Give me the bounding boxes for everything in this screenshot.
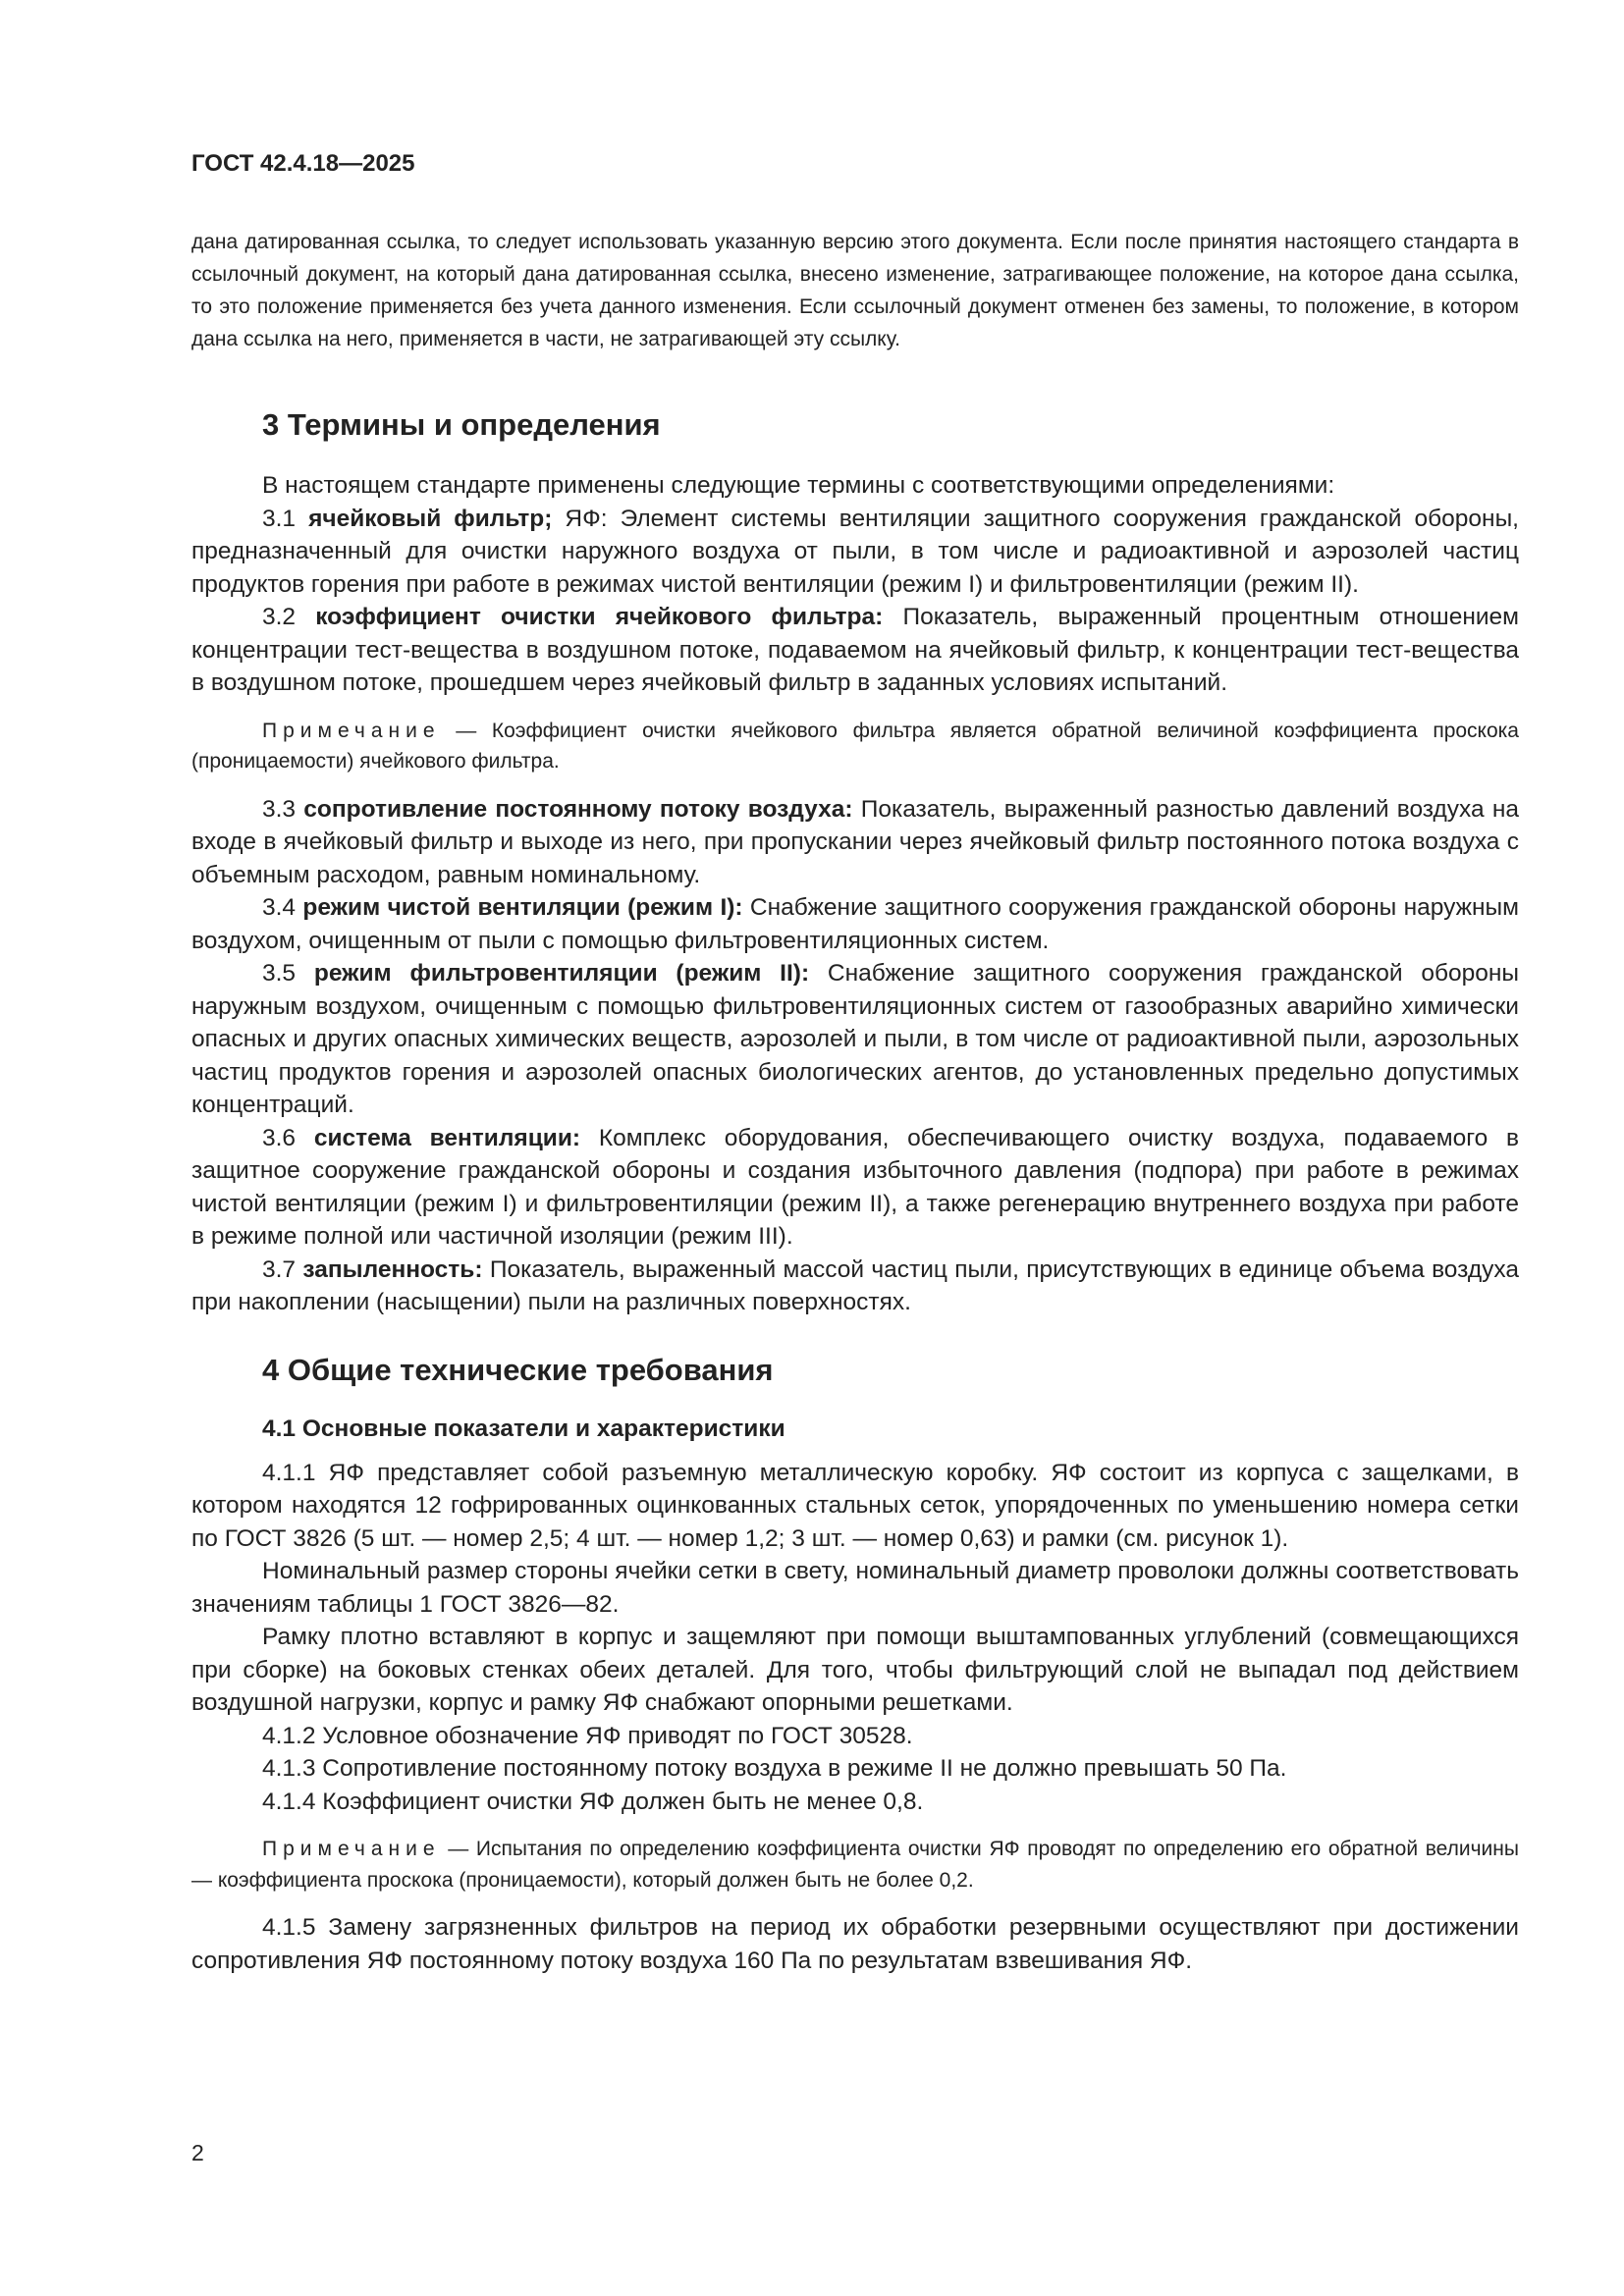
document-body xyxy=(191,407,1519,1977)
term-number: 3.7 xyxy=(262,1255,297,1283)
term-name: ячейковый фильтр; xyxy=(308,505,553,532)
subsection-4-1-heading: 4.1 Основные показатели и характеристики xyxy=(262,1415,785,1442)
document-header: ГОСТ 42.4.18—2025 xyxy=(191,150,415,177)
paragraph-4-1-4: 4.1.4 Коэффициент очистки ЯФ должен быть не менее 0,8. xyxy=(262,1788,924,1815)
note-3-2 xyxy=(191,716,1519,777)
paragraph-4-1-5: 4.1.5 Замену загрязненных фильтров на период их обработки резервными осуществляют при достижении сопротивления ЯФ постоянному потоку воздуха 160 Па по результатам взвешивания ЯФ. xyxy=(191,1914,1519,1974)
term-number: 3.6 xyxy=(262,1124,297,1151)
term-number: 3.3 xyxy=(262,795,297,823)
term-name: режим фильтровентиляции (режим II): xyxy=(313,960,810,987)
paragraph-4-1-1-size: Номинальный размер стороны ячейки сетки в свету, номинальный диаметр проволоки должны соответствовать значениям таблицы 1 ГОСТ 3826—82. xyxy=(191,1558,1519,1618)
term-name: сопротивление постоянному потоку воздуха: xyxy=(303,795,853,823)
term-3-6 xyxy=(191,1122,1519,1254)
term-3-5 xyxy=(191,957,1519,1122)
section-3-heading: 3 Термины и определения xyxy=(262,407,661,442)
term-3-3 xyxy=(191,793,1519,892)
note-label: Примечание xyxy=(262,719,441,742)
term-number: 3.4 xyxy=(262,894,297,921)
term-3-2 xyxy=(191,601,1519,700)
note-text: — Коэффициент очистки ячейкового фильтра является обратной величиной коэффициента проскока (проницаемости) ячейкового фильтра. xyxy=(191,719,1519,773)
paragraph-4-1-1: 4.1.1 ЯФ представляет собой разъемную металлическую коробку. ЯФ состоит из корпуса с защелками, в котором находятся 12 гофрированных оцинкованных стальных сеток, упорядоченных по уменьшению номера сетки по ГОСТ 3826 (5 шт. — номер 2,5; 4 шт. — номер 1,2; 3 шт. — номер 0,63) и рамки (см. рисунок 1). xyxy=(191,1459,1519,1552)
term-definition: Снабжение защитного сооружения гражданской обороны наружным воздухом, очищенным от пыли с помощью фильтровентиляционных систем. xyxy=(191,894,1519,954)
term-3-1 xyxy=(191,503,1519,602)
term-name: коэффициент очистки ячейкового фильтра: xyxy=(315,604,884,630)
term-number: 3.5 xyxy=(262,960,297,987)
term-name: запыленность: xyxy=(302,1255,483,1283)
term-definition: Показатель, выраженный массой частиц пыли, присутствующих в единице объема воздуха при накоплении (насыщении) пыли на различных поверхностях. xyxy=(191,1255,1519,1315)
section-4-heading: 4 Общие технические требования xyxy=(262,1352,774,1387)
term-definition: Показатель, выраженный разностью давлений воздуха на входе в ячейковый фильтр и выходе из него, при пропускании через ячейковый фильтр постоянного потока воздуха с объемным расходом, равным номинальному. xyxy=(191,795,1519,888)
term-3-4 xyxy=(191,891,1519,957)
note-4-1-4 xyxy=(191,1834,1519,1896)
note-text: — Испытания по определению коэффициента очистки ЯФ проводят по определению его обратной величины — коэффициента проскока (проницаемости), который должен быть не более 0,2. xyxy=(191,1838,1519,1892)
section-3-intro: В настоящем стандарте применены следующие термины с соответствующими определениями: xyxy=(262,472,1335,499)
term-definition: Комплекс оборудования, обеспечивающего очистку воздуха, подаваемого в защитное сооружение гражданской обороны и создания избыточного давления (подпора) при работе в режимах чистой вентиляции (режим I) и фильтровентиляции (режим II), а также регенерацию внутреннего воздуха при работе в режиме полной или частичной изоляции (режим III). xyxy=(191,1124,1520,1250)
note-label: Примечание xyxy=(262,1838,441,1860)
paragraph-4-1-3: 4.1.3 Сопротивление постоянному потоку воздуха в режиме II не должно превышать 50 Па. xyxy=(262,1755,1287,1782)
paragraph-4-1-1-frame: Рамку плотно вставляют в корпус и защемляют при помощи выштампованных углублений (совмещающихся при сборке) на боковых стенках обеих деталей. Для того, чтобы фильтрующий слой не выпадал под действием воздушной нагрузки, корпус и рамку ЯФ снабжают опорными решетками. xyxy=(191,1624,1519,1716)
term-definition: Снабжение защитного сооружения гражданской обороны наружным воздухом, очищенным с помощью фильтровентиляционных систем от газообразных аварийно химически опасных и других опасных химических веществ, аэрозолей и пыли, в том числе от радиоактивной пыли, аэрозольных частиц продуктов горения и аэрозолей опасных биологических агентов, до установленных предельно допустимых концентраций. xyxy=(191,960,1520,1118)
paragraph-4-1-2: 4.1.2 Условное обозначение ЯФ приводят по ГОСТ 30528. xyxy=(262,1722,913,1749)
term-name: режим чистой вентиляции (режим I): xyxy=(302,894,743,921)
term-3-7 xyxy=(191,1254,1519,1319)
term-definition: ЯФ: Элемент системы вентиляции защитного сооружения гражданской обороны, предназначенный для очистки наружного воздуха от пыли, в том числе и радиоактивной и аэрозолей частиц продуктов горения при работе в режимах чистой вентиляции (режим I) и фильтровентиляции (режим II). xyxy=(191,505,1519,598)
term-number: 3.1 xyxy=(262,505,297,532)
term-number: 3.2 xyxy=(262,604,297,630)
term-definition: Показатель, выраженный процентным отношением концентрации тест-вещества в воздушном потоке, подаваемом на ячейковый фильтр, к концентрации тест-вещества в воздушном потоке, прошедшем через ячейковый фильтр в заданных условиях испытаний. xyxy=(191,604,1520,696)
term-name: система вентиляции: xyxy=(313,1124,581,1151)
page-number: 2 xyxy=(191,2140,204,2165)
intro-paragraph: дана датированная ссылка, то следует использовать указанную версию этого документа. Если после принятия настоящего стандарта в ссылочный документ, на который дана датированная ссылка, внесено изменение, затрагивающее положение, на которое дана ссылка, то это положение применяется без учета данного изменения. Если ссылочный документ отменен без замены, то положение, в котором дана ссылка на него, применяется в части, не затрагивающей эту ссылку. xyxy=(191,231,1519,350)
